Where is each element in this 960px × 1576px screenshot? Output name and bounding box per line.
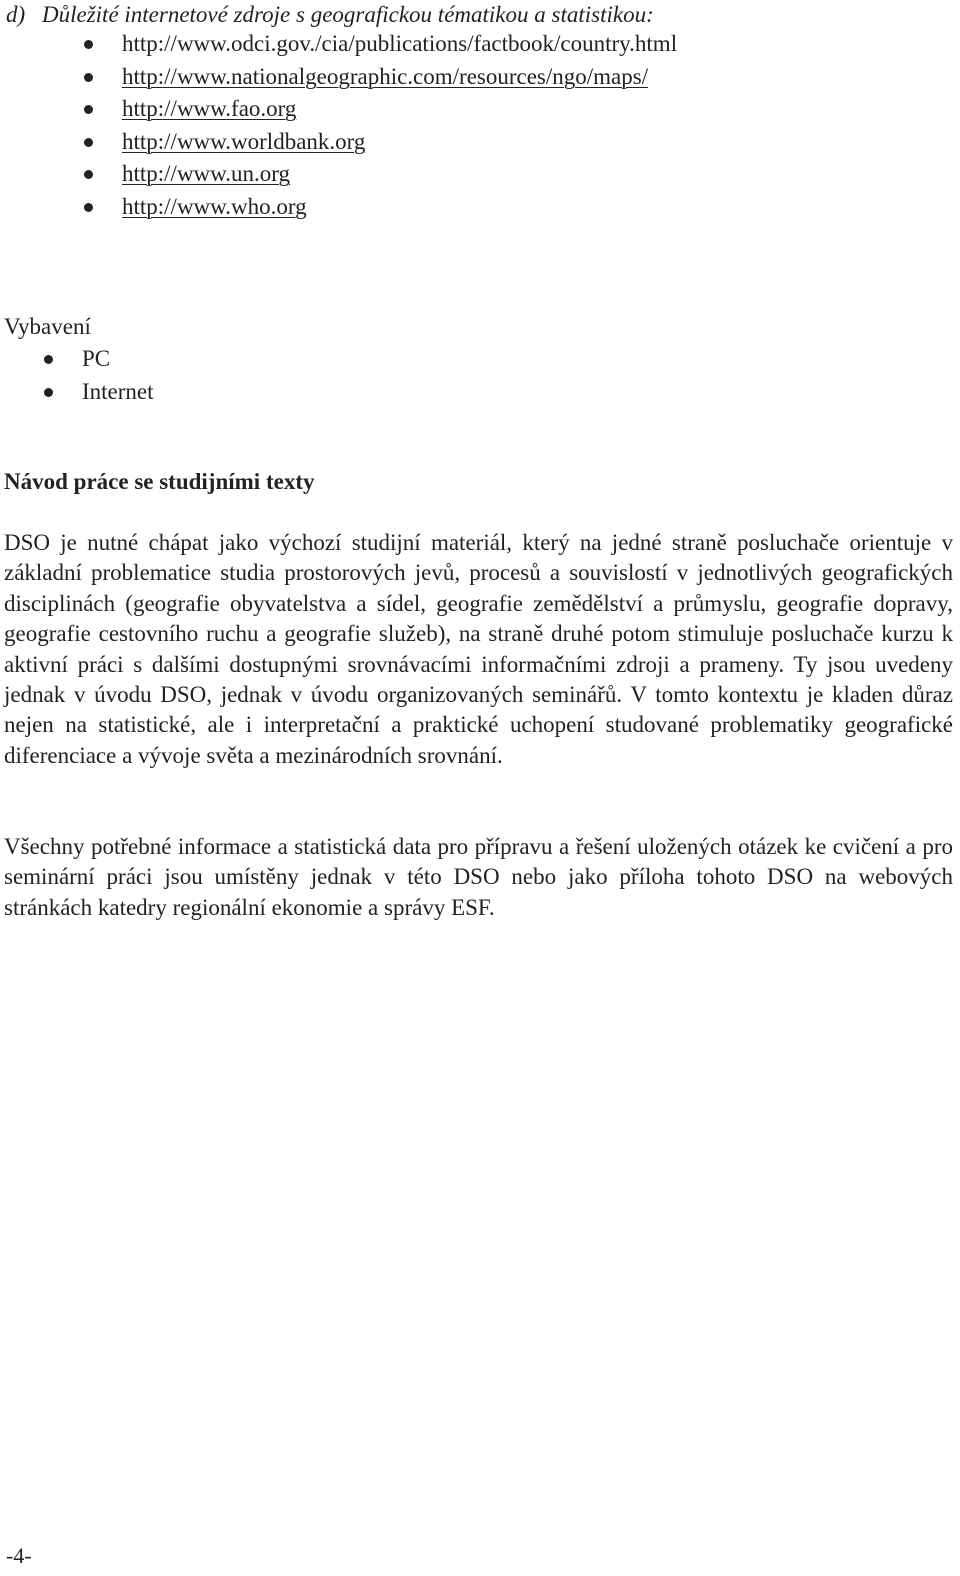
bullet-icon	[84, 170, 93, 179]
equipment-item-internet: Internet	[82, 378, 154, 404]
instructions-paragraph-1: DSO je nutné chápat jako výchozí studijní materiál, který na jedné straně posluchače orientuje v základní problematice studia prostorových jevů, procesů a souvislostí v jednotlivých geografických disciplinách (geografie obyvatelstva a sídel, geografie zemědělství a průmyslu, geografie dopravy, geografie cestovního ruchu a geografie služeb), na straně druhé potom stimuluje posluchače kurzu k aktivní práci s dalšími dostupnými srovnávacími informačními zdroji a prameny. Ty jsou uvedeny jednak v úvodu DSO, jednak v úvodu organizovaných seminářů. V tomto kontextu je kladen důraz nejen na statistické, ale i interpretační a praktické uchopení studované problematiky geografické diferenciace a vývoje světa a mezinárodních srovnání.	[4, 530, 953, 768]
bullet-icon	[44, 355, 53, 364]
link-worldbank[interactable]: http://www.worldbank.org	[122, 128, 366, 154]
section-d-title: Důležité internetové zdroje s geografickou tématikou a statistikou:	[42, 2, 654, 27]
bullet-icon	[84, 138, 93, 147]
bullet-icon	[84, 203, 93, 212]
bullet-icon	[84, 73, 93, 82]
instructions-paragraph-2: Všechny potřebné informace a statistická data pro přípravu a řešení uložených otázek ke cvičení a pro seminární práci jsou umístěny jednak v této DSO nebo jako příloha tohoto DSO na webových stránkách katedry regionální ekonomie a správy ESF.	[4, 834, 953, 920]
link-nationalgeographic[interactable]: http://www.nationalgeographic.com/resources/ngo/maps/	[122, 63, 649, 89]
link-un[interactable]: http://www.un.org	[122, 161, 291, 187]
link-who[interactable]: http://www.who.org	[122, 193, 307, 219]
section-d-heading	[6, 0, 654, 30]
bullet-icon	[84, 40, 93, 49]
bullet-icon	[44, 388, 53, 397]
equipment-item-pc: PC	[82, 346, 111, 371]
equipment-heading: Vybavení	[4, 314, 91, 339]
link-factbook[interactable]: http://www.odci.gov./cia/publications/factbook/country.html	[122, 31, 678, 56]
instructions-heading: Návod práce se studijními texty	[4, 469, 315, 494]
section-d-letter: d)	[6, 2, 26, 27]
bullet-icon	[84, 105, 93, 114]
link-fao[interactable]: http://www.fao.org	[122, 96, 297, 122]
page-number: -4-	[6, 1543, 32, 1568]
